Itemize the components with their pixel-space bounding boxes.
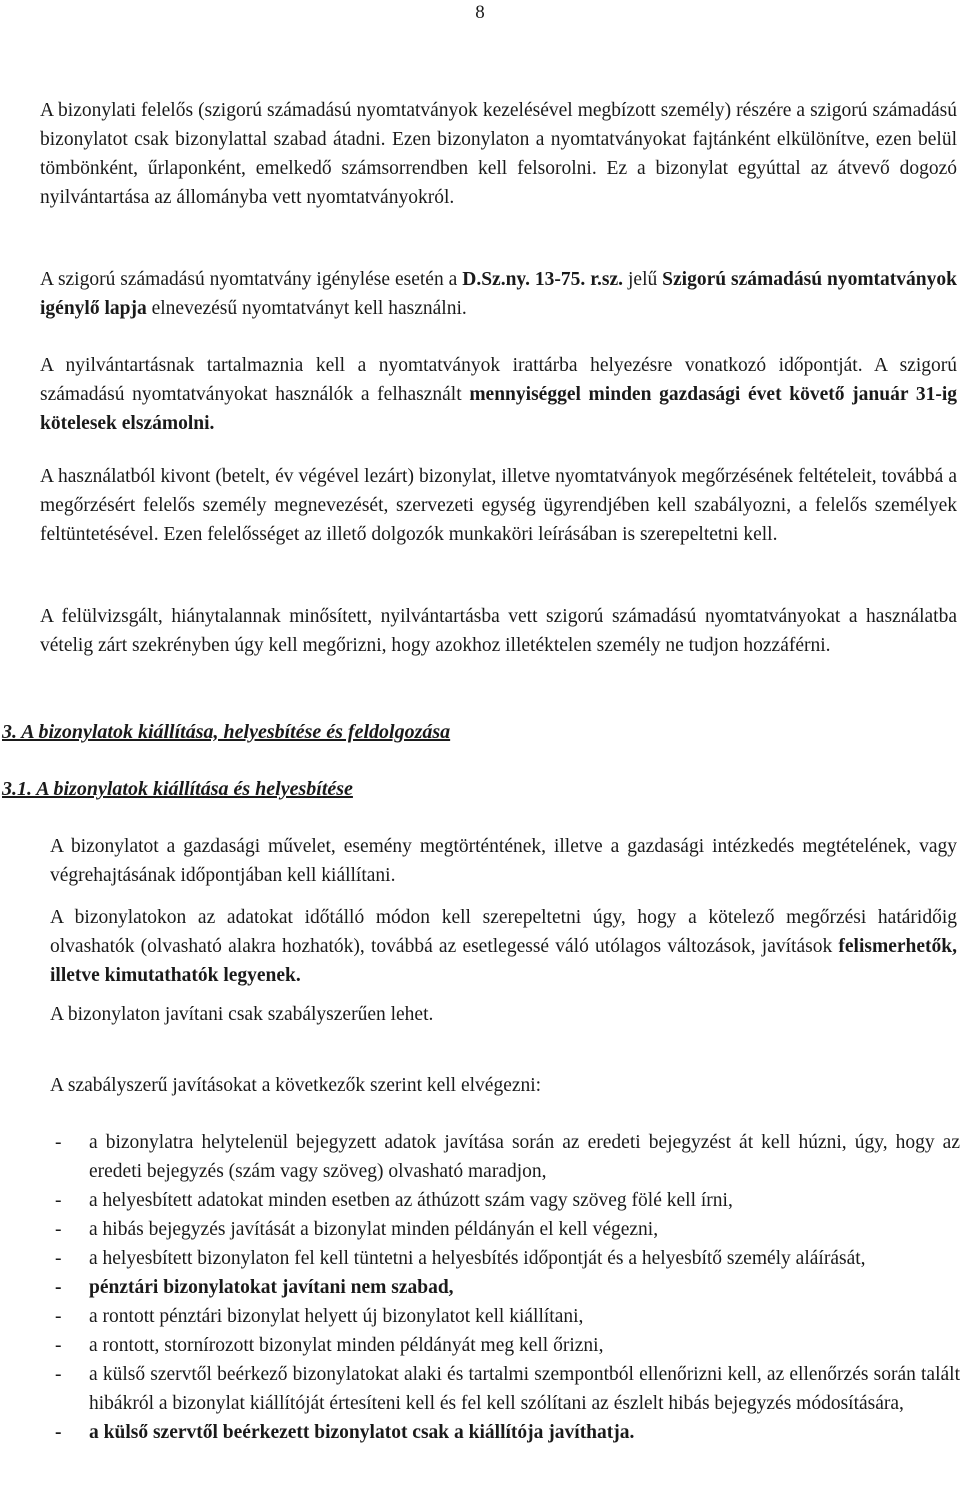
text: A szigorú számadású nyomtatvány igénylése esetén a	[40, 269, 463, 290]
paragraph-storage-conditions: A használatból kivont (betelt, év végével lezárt) bizonylat, illetve nyomtatványok megőrzésének feltételeit, továbbá a megőrzésért felelős személy megnevezését, szervezeti egység ügyrendjében kell szabályozni, a felelős személyek feltüntetésével. Ezen felelősséget az illető dolgozók munkaköri leírásában is szerepeltetni kell.	[40, 466, 957, 545]
text: elnevezésű nyomtatványt kell használni.	[146, 298, 467, 319]
list-item-text: a rontott, stornírozott bizonylat minden példányát meg kell őrizni,	[89, 1335, 604, 1356]
list-item	[55, 1215, 960, 1244]
list-item	[55, 1331, 960, 1360]
form-name: Szigorú számadású nyomtatványok igénylő lapja	[40, 269, 957, 319]
paragraph-correction-rule: A bizonylaton javítani csak szabályszerűen lehet.	[50, 1004, 434, 1025]
paragraph-document-handover: A bizonylati felelős (szigorú számadású nyomtatványok kezelésével megbízott személy) részére a szigorú számadású bizonylatot csak bizonylattal szabad átadni. Ezen bizonylaton a nyomtatványokat fajtánként elkülönítve, ezen belül tömbönként, űrlaponként, emelkedő számsorrendben kell felsorolni. Ez a bizonylat egyúttal az átvevő dogozó nyilvántartása az állományba vett nyomtatványokról.	[40, 100, 957, 208]
list-item-text: a külső szervtől beérkező bizonylatokat alaki és tartalmi szempontból ellenőrizni kell, az ellenőrzés során talált hibákról a bizonylat kiállítóját értesíteni kell és fel kell szólítani az észlelt hibás bejegyzés módosítására,	[89, 1364, 960, 1414]
page-number: 8	[475, 2, 485, 23]
text: jelű	[623, 269, 663, 290]
dash-bullet	[55, 1215, 62, 1244]
list-item-text: a rontott pénztári bizonylat helyett új bizonylatot kell kiállítani,	[89, 1306, 584, 1327]
dash-bullet	[55, 1244, 62, 1273]
paragraph-issuing-time: A bizonylatot a gazdasági művelet, esemény megtörténtének, illetve a gazdasági intézkedés megtételének, vagy végrehajtásának időpontjában kell kiállítani.	[50, 836, 957, 886]
section-heading-3: 3. A bizonylatok kiállítása, helyesbítése és feldolgozása	[2, 721, 451, 743]
emphasis-text: felismerhetők, illetve kimutathatók legyenek.	[50, 936, 957, 986]
text: A bizonylatokon az adatokat időtálló módon kell szerepeltetni úgy, hogy a kötelező megőrzési határidőig olvashatók (olvasható alakra hozhatók), továbbá az esetlegessé váló utólagos változások, javítások	[50, 907, 957, 957]
dash-bullet	[55, 1273, 62, 1302]
list-item	[55, 1186, 960, 1215]
list-item-text: a helyesbített adatokat minden esetben az áthúzott szám vagy szöveg fölé kell írni,	[89, 1190, 733, 1211]
list-item-text: a helyesbített bizonylaton fel kell tüntetni a helyesbítés időpontját és a helyesbítő személy aláírását,	[89, 1248, 866, 1269]
list-item	[55, 1418, 960, 1447]
list-item-text: a külső szervtől beérkezett bizonylatot csak a kiállítója javíthatja.	[89, 1422, 635, 1443]
dash-bullet	[55, 1331, 62, 1360]
emphasis-text: mennyiséggel minden gazdasági évet követő január 31-ig kötelesek elszámolni.	[40, 384, 957, 434]
list-item	[55, 1302, 960, 1331]
paragraph-request-form	[40, 265, 957, 323]
list-item-text: a hibás bejegyzés javítását a bizonylat minden példányán el kell végezni,	[89, 1219, 659, 1240]
text: A nyilvántartásnak tartalmaznia kell a nyomtatványok irattárba helyezésre vonatkozó időpontját. A szigorú számadású nyomtatványokat használók a felhasznált	[40, 355, 957, 405]
dash-bullet	[55, 1302, 62, 1331]
dash-bullet	[55, 1128, 62, 1157]
list-item-text: a bizonylatra helytelenül bejegyzett adatok javítása során az eredeti bejegyzést át kell húzni, úgy, hogy az eredeti bejegyzés (szám vagy szöveg) olvasható maradjon,	[89, 1132, 960, 1182]
paragraph-durable-data	[50, 903, 957, 990]
paragraph-correction-intro: A szabályszerű javításokat a következők szerint kell elvégezni:	[50, 1075, 542, 1096]
dash-bullet	[55, 1186, 62, 1215]
list-item-text: pénztári bizonylatokat javítani nem szabad,	[89, 1277, 454, 1298]
correction-rules-list	[55, 1128, 960, 1447]
section-heading-3-1: 3.1. A bizonylatok kiállítása és helyesbítése	[2, 778, 353, 800]
paragraph-record-keeping	[40, 351, 957, 438]
dash-bullet	[55, 1418, 62, 1447]
list-item	[55, 1244, 960, 1273]
paragraph-locked-storage: A felülvizsgált, hiánytalannak minősített, nyilvántartásba vett szigorú számadású nyomtatványokat a használatba vételig zárt szekrényben úgy kell megőrizni, hogy azokhoz illetéktelen személy ne tudjon hozzáférni.	[40, 606, 957, 656]
form-code: D.Sz.ny. 13-75. r.sz.	[462, 269, 624, 290]
list-item	[55, 1273, 960, 1302]
dash-bullet	[55, 1360, 62, 1389]
list-item	[55, 1360, 960, 1418]
list-item	[55, 1128, 960, 1186]
